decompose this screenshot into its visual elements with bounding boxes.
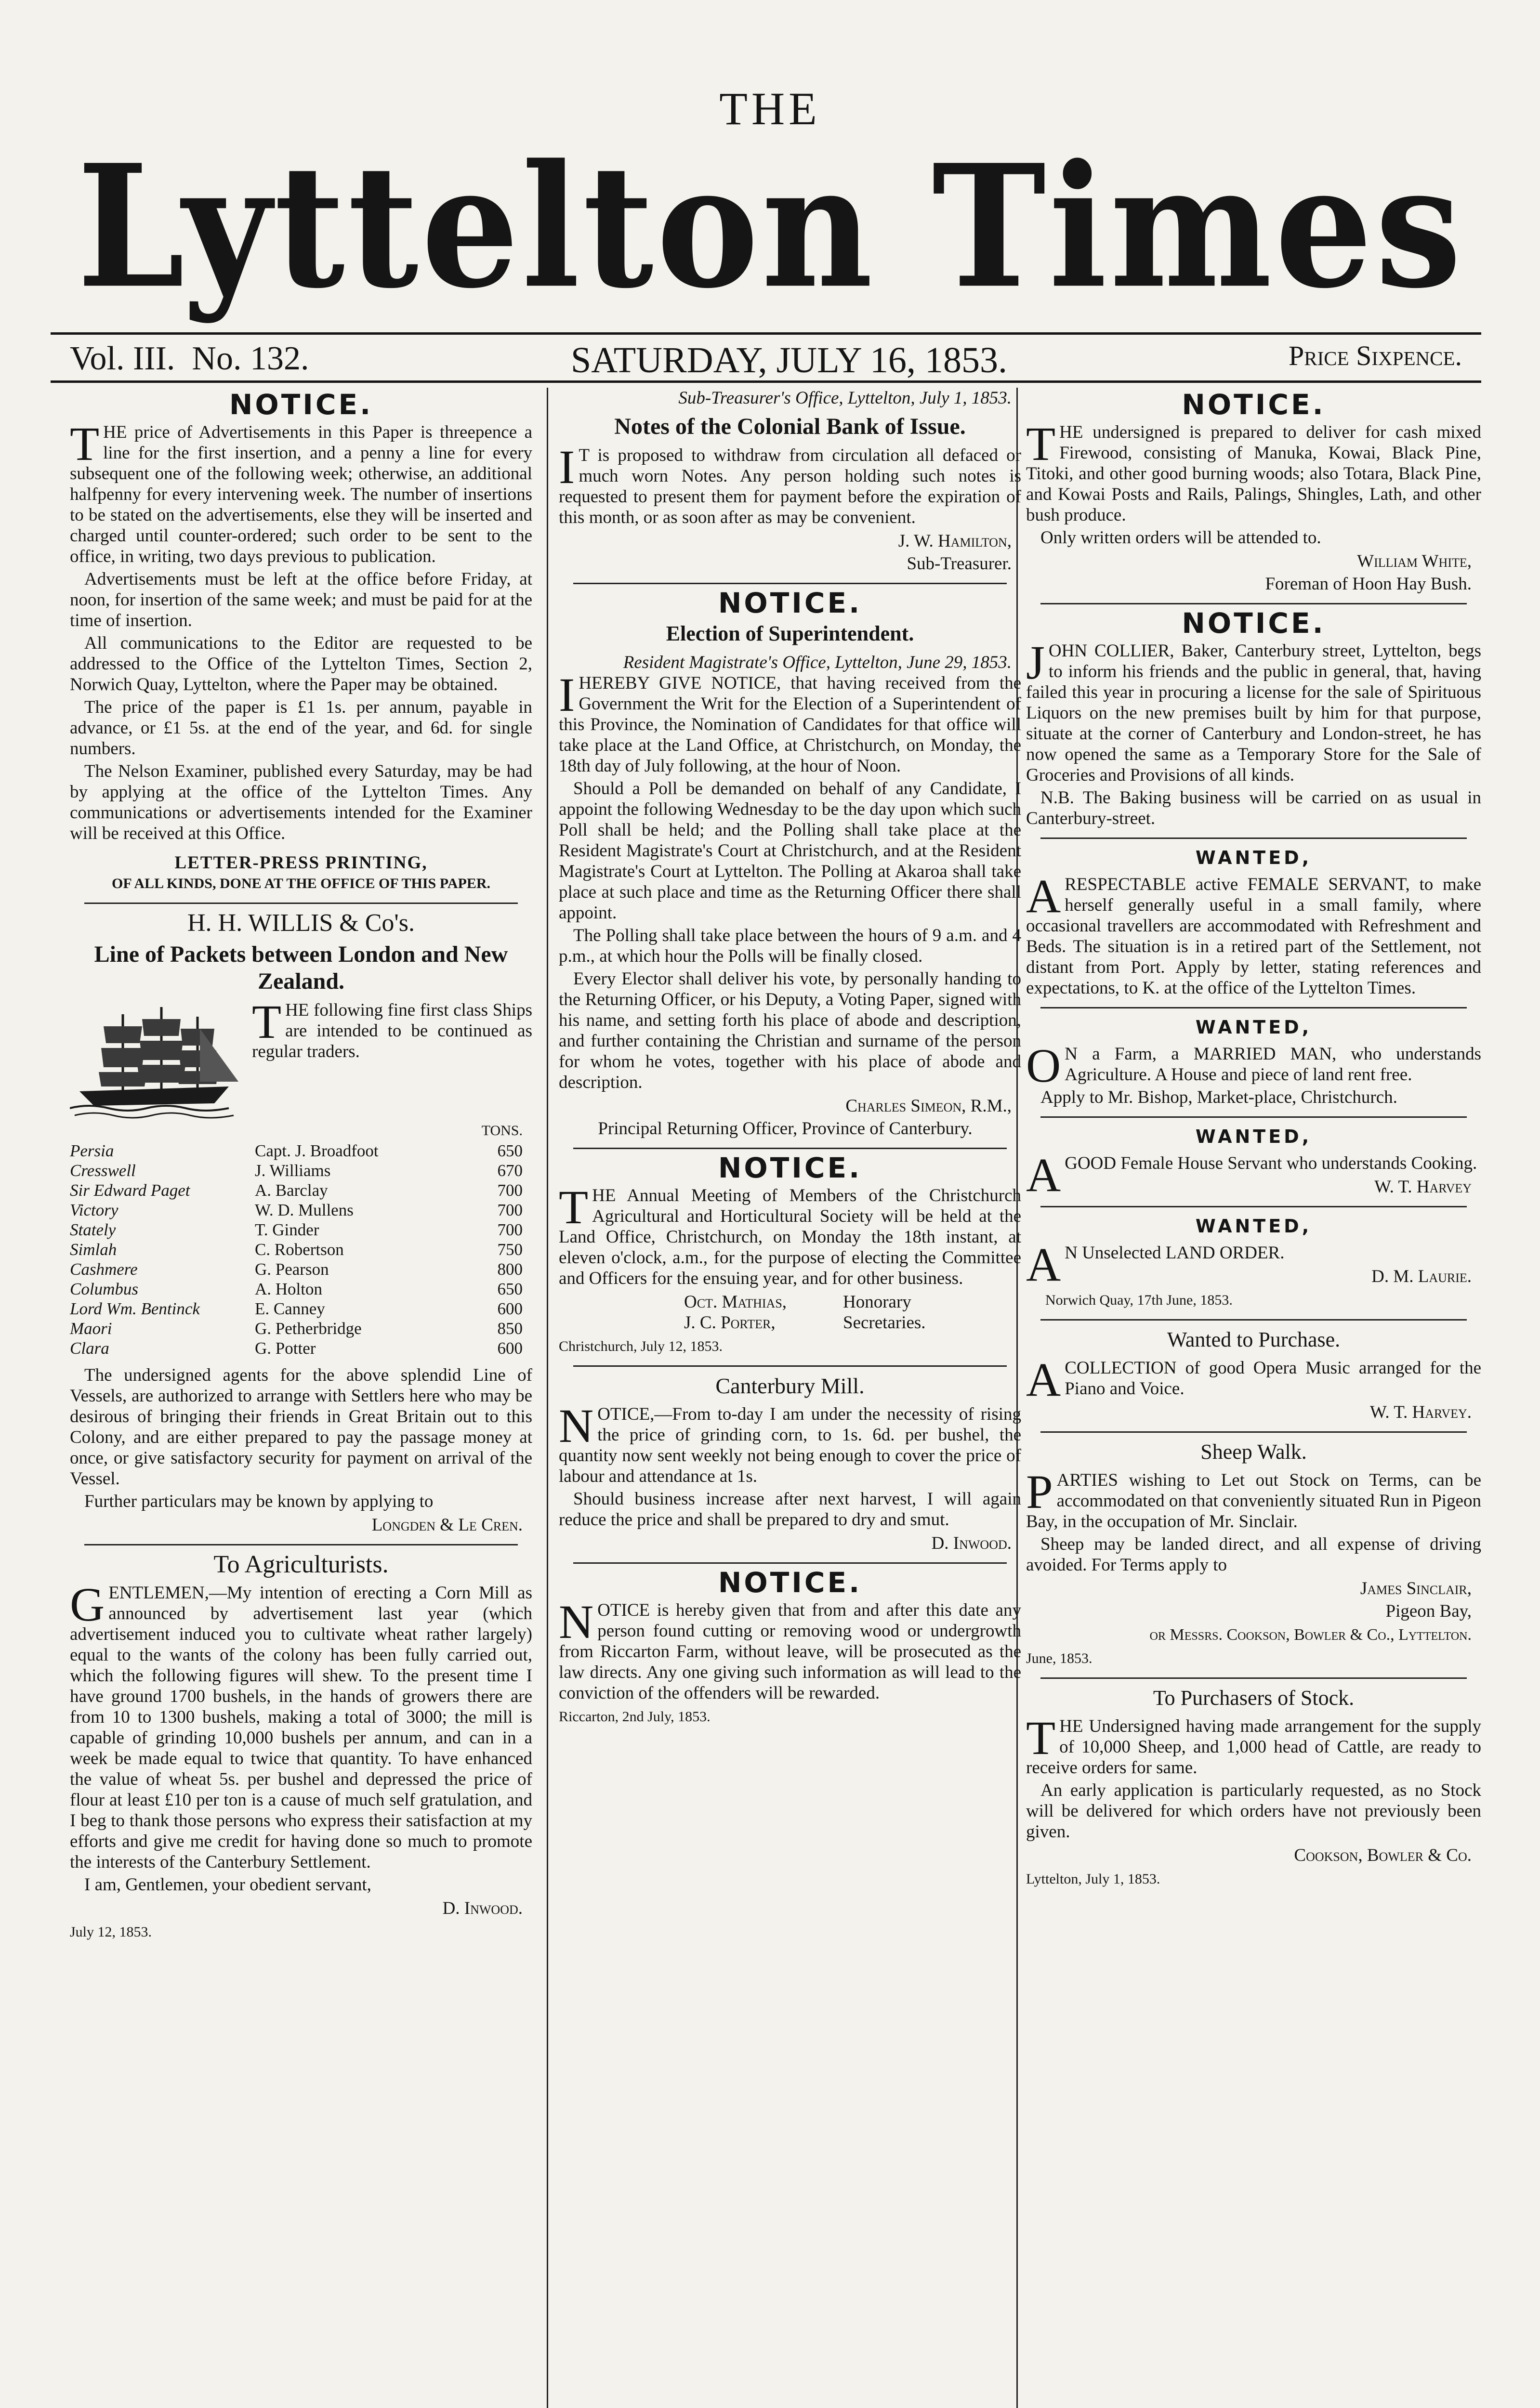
firewood-signature-title: Foreman of Hoon Hay Bush. (1265, 574, 1472, 594)
advertising-deadline-text: Advertisements must be left at the office before Friday, at noon, for insertion of the same week; and must be paid for at the time of insertion. (70, 569, 532, 630)
treasury-signature-title: Sub-Treasurer. (907, 554, 1012, 574)
election-signature-name: Charles Simeon, R.M., (845, 1096, 1012, 1116)
election-notice-text: IHEREBY GIVE NOTICE, that having received from the Government the Writ for the Election of a Superintendent of this Province, the Nomination of Candidates for that office will take place at the Land Office, at Christchurch, on Monday, the 18th day of July following, at the hour of Noon. (559, 668, 1021, 776)
horticultural-meeting-text: THE Annual Meeting of Members of the Christchurch Agricultural and Horticultural Society will be held at the Land Office, Christchurch, on Monday the 18th instant, at eleven o'clock, a.m., for the purpose of electing the Committee and Officers for the ensuing year, and for other business. (559, 1180, 1021, 1288)
house-servant-text: AGOOD Female House Servant who understands Cooking. (1026, 1148, 1477, 1202)
ship-row (70, 1220, 532, 1240)
riccarton-notice-text: NOTICE is hereby given that from and after this date any person found cutting or removing wood or undergrowth from Riccarton Farm, without leave, will be prosecuted as the law directs. Any one giving such information as will lead to the conviction of the offenders will be rewarded. (559, 1595, 1021, 1703)
purchasers-of-stock-heading: To Purchasers of Stock. (1153, 1686, 1355, 1710)
sheep-walk-signature-3: or Messrs. Cookson, Bowler & Co., Lyttelton. (1149, 1626, 1472, 1644)
divider (1040, 1116, 1467, 1118)
ship-row (70, 1319, 532, 1338)
ship-tons: 700 (497, 1181, 523, 1200)
column-3 (1026, 388, 1481, 1891)
ship-captain: W. D. Mullens (255, 1201, 354, 1219)
canterbury-mill-notice: NOTICE,—From to-day I am under the necessity of rising the price of grinding corn, to 1s. 6d. per bushel, the quantity now sent weekly not being enough to cover the price of labour and attendance at 1s. (559, 1399, 1021, 1486)
canterbury-mill-followup: Should business increase after next harvest, I will again reduce the price and shall be prepared to dry and smut. (559, 1489, 1021, 1530)
issue-price: Price Sixpence. (1288, 340, 1462, 371)
willis-intro-text: THE following fine first class Ships are intended to be continued as regular traders. (252, 995, 532, 1061)
ship-name: Cashmere (70, 1260, 138, 1279)
ship-tons: 600 (497, 1299, 523, 1318)
notice-heading: NOTICE. (229, 388, 373, 421)
ship-captain: G. Pearson (255, 1260, 329, 1279)
advertising-rates-text: THE price of Advertisements in this Paper is threepence a line for the first insertion, and a penny a line for every subsequent one of the following week; otherwise, an additional halfpenny for every intervening week. The number of insertions to be stated on the advertisements, else they will be inserted and charged until counter-ordered; such order to be sent to the office, in writing, two days previous to publication. (70, 417, 532, 566)
ship-name: Sir Edward Paget (70, 1181, 190, 1200)
agriculturists-signature: D. Inwood. (442, 1898, 523, 1918)
column-rule-1 (547, 388, 548, 2408)
ship-row (70, 1180, 532, 1200)
firewood-orders-text: Only written orders will be attended to. (1040, 528, 1321, 548)
ship-tons: 600 (497, 1339, 523, 1358)
opera-music-text: ACOLLECTION of good Opera Music arranged for the Piano and Voice. (1026, 1353, 1481, 1406)
horticultural-signatory-1: Oct. Mathias, (684, 1292, 787, 1312)
election-heading: Election of Superintendent. (666, 622, 914, 645)
willis-signature: Longden & Le Cren. (371, 1515, 523, 1535)
willis-intro-block (70, 995, 532, 1120)
horticultural-signatory-2: J. C. Porter, (684, 1313, 776, 1333)
horticultural-date: Christchurch, July 12, 1853. (559, 1338, 723, 1354)
divider (573, 583, 1007, 584)
married-man-text: ON a Farm, a MARRIED MAN, who understands Agriculture. A House and piece of land rent free. (1026, 1039, 1481, 1092)
masthead-title: Lyttelton Times (77, 127, 1465, 326)
ship-tons: 700 (497, 1220, 523, 1239)
notice-heading: NOTICE. (718, 1152, 862, 1184)
divider (84, 903, 518, 904)
divider (573, 1148, 1007, 1149)
election-voting-text: Every Elector shall deliver his vote, by personally handing to the Returning Officer, or his Deputy, a Voting Paper, signed with his name, and setting forth his place of abode and description, and further containing the Christian and surname of the person for whom he votes, together with his place of abode and description. (559, 969, 1021, 1092)
ship-row (70, 1240, 532, 1259)
divider (1040, 1319, 1467, 1321)
ship-row (70, 1161, 532, 1180)
ship-tons: 650 (497, 1141, 523, 1160)
tons-label: TONS. (481, 1123, 523, 1139)
female-servant-text: ARESPECTABLE active FEMALE SERVANT, to make herself generally useful in a small family, where occasional travellers are accommodated with Refreshment and Beds. The situation is in a retired part of the Settlement, not distant from Port. Apply by letter, stating references and expectations, to K. at the office of the Lyttelton Times. (1026, 869, 1481, 998)
ship-captain: Capt. J. Broadfoot (255, 1141, 379, 1160)
column-2 (559, 388, 1021, 1729)
divider (84, 1544, 518, 1545)
election-hours-text: The Polling shall take place between the hours of 9 a.m. and 4 p.m., at which hour the Polls will be finally closed. (559, 926, 1021, 966)
agriculturists-closing: I am, Gentlemen, your obedient servant, (84, 1875, 371, 1895)
stock-signature: Cookson, Bowler & Co. (1294, 1845, 1472, 1865)
horticultural-role: Honorary Secretaries. (843, 1292, 926, 1333)
sheep-walk-date: June, 1853. (1026, 1650, 1092, 1666)
election-place: Resident Magistrate's Office, Lyttelton, June 29, 1853. (623, 653, 1012, 672)
election-poll-text: Should a Poll be demanded on behalf of any Candidate, I appoint the following Wednesday to be the day upon which such Poll shall be held; and the Polling shall take place at the Resident Magistrate's Court at Christchurch, and at the Resident Magistrate's Court at Lyttelton. The Polling at Akaroa shall take place at such place and time as the Returning Officer there shall appoint. (559, 779, 1021, 923)
land-order-date: Norwich Quay, 17th June, 1853. (1045, 1292, 1233, 1308)
wanted-heading: WANTED, (1195, 847, 1312, 868)
firewood-notice-text: THE undersigned is prepared to deliver for cash mixed Firewood, consisting of Manuka, Kowai, Black Pine, Titoki, and other good burning woods; also Totara, Black Pine, and Kowai Posts and Rails, Palings, Shingles, Lath, and other bush produce. (1026, 417, 1481, 525)
treasury-place: Sub-Treasurer's Office, Lyttelton, July 1, 1853. (678, 388, 1012, 408)
ship-name: Stately (70, 1220, 116, 1239)
divider (1040, 838, 1467, 839)
masthead-rule-top (51, 332, 1481, 335)
ship-tons: 670 (497, 1161, 523, 1180)
ship-name: Columbus (70, 1280, 138, 1298)
notice-heading: NOTICE. (1182, 388, 1326, 421)
ship-row (70, 1200, 532, 1220)
land-order-signature: D. M. Laurie. (1371, 1267, 1472, 1286)
divider (1040, 1007, 1467, 1008)
house-servant-signature: W. T. Harvey (1374, 1177, 1472, 1197)
married-man-apply-text: Apply to Mr. Bishop, Market-place, Christchurch. (1040, 1087, 1397, 1107)
treasury-heading: Notes of the Colonial Bank of Issue. (614, 414, 966, 439)
stock-application-text: An early application is particularly requested, as no Stock will be delivered for which orders have not previously been given. (1026, 1780, 1481, 1842)
column-1 (70, 388, 532, 1944)
agriculturists-date: July 12, 1853. (70, 1924, 152, 1940)
dateline (51, 340, 1481, 378)
sheep-walk-signature-2: Pigeon Bay, (1385, 1601, 1472, 1621)
willis-agents-text: The undersigned agents for the above splendid Line of Vessels, are authorized to arrange with Settlers here who may be desirous of bringing their friends in Great Britain out to this Colony, and are either prepared to pay the passage money at once, or give satisfactory security for payment on arrival of the Vessel. (70, 1365, 532, 1489)
collier-nb-text: N.B. The Baking business will be carried on as usual in Canterbury-street. (1026, 788, 1481, 828)
ship-row (70, 1338, 532, 1358)
ship-tons: 800 (497, 1260, 523, 1279)
ship-name: Clara (70, 1339, 109, 1358)
ship-row (70, 1279, 532, 1299)
willis-heading: H. H. WILLIS & Co's. (187, 909, 415, 937)
issue-date: SATURDAY, JULY 16, 1853. (571, 340, 1007, 380)
ship-name: Maori (70, 1319, 112, 1338)
divider (1040, 1677, 1467, 1679)
ship-tons: 750 (497, 1240, 523, 1259)
ship-row (70, 1141, 532, 1161)
canterbury-mill-heading: Canterbury Mill. (715, 1374, 865, 1398)
notice-heading: NOTICE. (1182, 607, 1326, 640)
ship-captain: J. Williams (255, 1161, 331, 1180)
treasury-notice-text: IT is proposed to withdraw from circulation all defaced or much worn Notes. Any person holding such notes is requested to present them for payment before the expiration of this month, or as soon after as may be convenient. (559, 440, 1021, 527)
treasury-signature-name: J. W. Hamilton, (898, 531, 1012, 551)
masthead-the: THE (719, 83, 821, 134)
ship-tons: 700 (497, 1201, 523, 1219)
sheep-walk-signature-1: James Sinclair, (1360, 1579, 1472, 1598)
nelson-examiner-text: The Nelson Examiner, published every Saturday, may be had by applying at the office of the Lyttelton Times. Any communications or advertisements intended for the Examiner will be received at this Office. (70, 761, 532, 843)
notice-heading: NOTICE. (718, 587, 862, 619)
riccarton-date: Riccarton, 2nd July, 1853. (559, 1709, 711, 1725)
divider (1040, 1431, 1467, 1433)
ship-row (70, 1299, 532, 1319)
divider (1040, 1206, 1467, 1207)
ship-name: Victory (70, 1201, 118, 1219)
subscription-price-text: The price of the paper is £1 1s. per annum, payable in advance, or £1 5s. at the end of the year, and 6d. for single numbers. (70, 697, 532, 759)
letterpress-heading: LETTER-PRESS PRINTING, (174, 853, 428, 873)
ship-captain: A. Barclay (255, 1181, 328, 1200)
collier-notice-text: JOHN COLLIER, Baker, Canterbury street, Lyttelton, begs to inform his friends and the public in general, that, having failed this year in procuring a license for the sale of Spirituous Liquors on the new premises built by him for that purpose, situate at the corner of Canterbury and London-street, he has now opened the same as a Temporary Store for the Sale of Groceries and Provisions of all kinds. (1026, 636, 1481, 785)
ship-name: Lord Wm. Bentinck (70, 1299, 200, 1318)
ship-name: Persia (70, 1141, 114, 1160)
ship-list-table (70, 1141, 532, 1358)
stock-supply-text: THE Undersigned having made arrangement for the supply of 10,000 Sheep, and 1,000 head of Cattle, are ready to receive orders for same. (1026, 1711, 1481, 1778)
agriculturists-heading: To Agriculturists. (213, 1551, 389, 1578)
wanted-heading: WANTED, (1195, 1017, 1312, 1038)
letterpress-subheading: OF ALL KINDS, DONE AT THE OFFICE OF THIS PAPER. (112, 876, 490, 891)
ship-captain: G. Petherbridge (255, 1319, 362, 1338)
wanted-heading: WANTED, (1195, 1216, 1312, 1237)
sheep-walk-heading: Sheep Walk. (1200, 1440, 1307, 1464)
sheep-walk-terms-text: Sheep may be landed direct, and all expense of driving avoided. For Terms apply to (1026, 1534, 1481, 1575)
ship-captain: E. Canney (255, 1299, 325, 1318)
divider (1040, 603, 1467, 604)
willis-apply-text: Further particulars may be known by applying to (84, 1492, 434, 1511)
wanted-to-purchase-heading: Wanted to Purchase. (1167, 1328, 1341, 1351)
stock-date: Lyttelton, July 1, 1853. (1026, 1871, 1160, 1887)
ship-captain: T. Ginder (255, 1220, 319, 1239)
ship-captain: C. Robertson (255, 1240, 344, 1259)
canterbury-mill-signature: D. Inwood. (931, 1533, 1012, 1553)
ship-captain: A. Holton (255, 1280, 322, 1298)
ship-tons: 850 (497, 1319, 523, 1338)
election-signature-title: Principal Returning Officer, Province of Canterbury. (598, 1119, 973, 1139)
horticultural-signatures (684, 1292, 1021, 1333)
ship-name: Simlah (70, 1240, 117, 1259)
sailing-ship-icon (70, 1000, 243, 1120)
opera-music-signature: W. T. Harvey. (1369, 1402, 1472, 1422)
sheep-walk-text: PARTIES wishing to Let out Stock on Terms, can be accommodated on that conveniently situated Run in Pigeon Bay, in the occupation of Mr. Sinclair. (1026, 1465, 1481, 1531)
firewood-signature-name: William White, (1357, 551, 1472, 571)
land-order-text: AN Unselected LAND ORDER. (1026, 1238, 1285, 1291)
wanted-heading: WANTED, (1195, 1126, 1312, 1147)
editor-communications-text: All communications to the Editor are requested to be addressed to the Office of the Lyttelton Times, Section 2, Norwich Quay, Lyttelton, where the Paper may be obtained. (70, 633, 532, 694)
agriculturists-letter-text: GENTLEMEN,—My intention of erecting a Corn Mill as announced by advertisement last year (which advertisement induced you to cultivate wheat rather largely) equal to the wants of the colony has been fully carried out, which the following figures will shew. To the present time I have ground 1700 bushels, in the hands of growers there are from 10 to 1300 bushels, making a total of 3000; the mill is capable of grinding 10,000 bushels per annum, and can in a week be made equal to twice that quantity. To have enhanced the value of wheat 5s. per bushel and depressed the price of flour at least £10 per ton is a cause of much self gratulation, and I beg to thank those persons who express their satisfaction at my efforts and give me credit for having done so much to promote the interests of the Canterbury Settlement. (70, 1578, 532, 1872)
ship-name: Cresswell (70, 1161, 136, 1180)
divider (573, 1562, 1007, 1564)
divider (573, 1365, 1007, 1367)
volume-number: Vol. III. No. 132. (70, 340, 309, 377)
ship-captain: G. Potter (255, 1339, 316, 1358)
masthead-rule-bottom (51, 380, 1481, 383)
ship-tons: 650 (497, 1280, 523, 1298)
willis-subheading: Line of Packets between London and New Zealand. (94, 942, 508, 994)
ship-row (70, 1259, 532, 1279)
notice-heading: NOTICE. (718, 1566, 862, 1599)
